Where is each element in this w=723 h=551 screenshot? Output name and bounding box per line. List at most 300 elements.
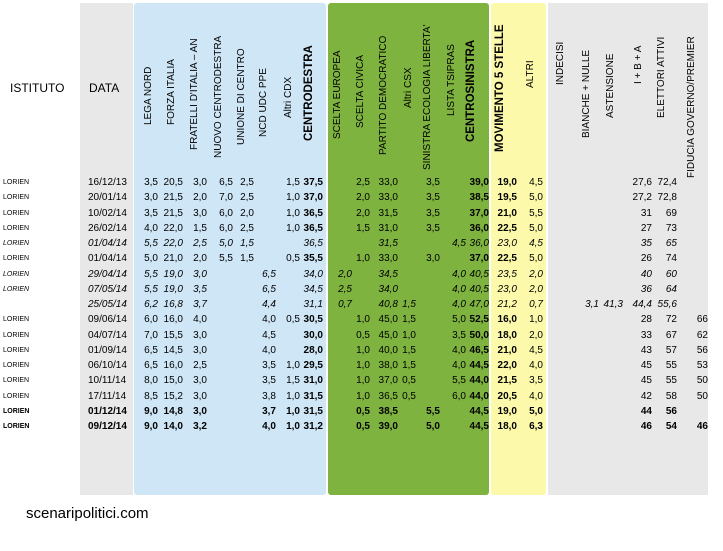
cell-altricsx: 0,5	[402, 375, 416, 387]
cell-pd: 36,5	[378, 390, 398, 402]
cell-ibA: 36	[640, 283, 652, 295]
cell-ibA: 26	[640, 253, 652, 265]
cell-ibA: 42	[640, 390, 652, 402]
cell-attivi: 56	[665, 405, 677, 417]
cell-csx: 37,0	[469, 207, 489, 219]
cell-csx: 44,0	[469, 375, 489, 387]
header-sc: SCELTA CIVICA	[355, 55, 366, 128]
header-altricdx: Altri CDX	[283, 76, 294, 118]
cell-istituto: LORIEN	[3, 392, 30, 400]
cell-fi: 14,0	[163, 421, 183, 432]
cell-fiducia: 56	[696, 344, 708, 356]
cell-pd: 45,0	[378, 329, 398, 341]
cell-pd: 33,0	[378, 192, 398, 204]
cell-m5s: 23,0	[497, 238, 517, 249]
cell-altri: 2,0	[529, 283, 543, 295]
cell-ncdudc: 4,4	[262, 299, 276, 310]
cell-istituto: LORIEN	[3, 285, 30, 293]
cell-ncdudc: 4,0	[262, 421, 276, 432]
cell-udc: 2,0	[240, 207, 254, 219]
cell-istituto: LORIEN	[3, 240, 30, 247]
cell-ibA: 46	[640, 421, 652, 432]
cell-istituto: LORIEN	[3, 362, 30, 369]
cell-ncdudc: 4,0	[262, 314, 276, 326]
cell-fdi: 3,7	[193, 299, 207, 310]
cell-altri: 4,0	[529, 390, 543, 402]
cell-tsipras: 4,0	[452, 360, 466, 371]
cell-attivi: 60	[665, 268, 677, 280]
cell-udc: 1,5	[240, 238, 254, 249]
cell-csx: 38,5	[469, 192, 489, 204]
header-se: SCELTA EUROPEA	[332, 50, 343, 139]
header-ibA: I + B + A	[633, 45, 644, 84]
cell-cdx: 28,0	[303, 344, 323, 356]
cell-astensione: 41,3	[603, 299, 623, 310]
cell-altri: 5,5	[529, 207, 543, 219]
cell-sc: 1,0	[356, 360, 370, 371]
cell-altricsx: 1,5	[402, 360, 416, 371]
cell-attivi: 69	[665, 207, 677, 219]
cell-cdx: 37,0	[303, 192, 323, 204]
header-ncdudc: NCD UDC PPE	[258, 68, 269, 137]
cell-sc: 1,5	[356, 222, 370, 234]
cell-altri: 0,7	[529, 299, 543, 310]
cell-m5s: 21,0	[497, 207, 517, 219]
header-attivi: ELETTORI ATTIVI	[656, 36, 667, 118]
cell-sel: 3,5	[426, 222, 440, 234]
cell-ln: 8,0	[144, 375, 158, 387]
cell-fi: 16,0	[163, 314, 183, 326]
cell-data: 01/04/14	[88, 238, 127, 249]
cell-fdi: 3,5	[193, 283, 207, 295]
cell-istituto: LORIEN	[3, 316, 30, 324]
cell-attivi: 57	[665, 344, 677, 356]
cell-pd: 33,0	[378, 253, 398, 265]
cell-ibA: 27,2	[632, 192, 652, 204]
cell-altri: 5,0	[529, 222, 543, 234]
cell-altri: 2,0	[529, 329, 543, 341]
cell-pd: 34,5	[378, 268, 398, 280]
cell-sc: 0,5	[356, 421, 370, 432]
cell-sc: 0,5	[356, 405, 370, 417]
cell-cdx: 34,0	[303, 268, 323, 280]
cell-cdx: 36,5	[303, 222, 323, 234]
cell-altri: 3,5	[529, 375, 543, 387]
cell-csx: 52,5	[469, 314, 489, 326]
cell-csx: 44,5	[469, 421, 489, 432]
cell-fdi: 3,2	[193, 421, 207, 432]
cell-m5s: 16,0	[497, 314, 517, 326]
cell-altri: 4,0	[529, 360, 543, 371]
cell-data: 07/05/14	[88, 283, 127, 295]
cell-istituto: LORIEN	[3, 377, 30, 385]
cell-ncdudc: 3,5	[262, 360, 276, 371]
cell-attivi: 54	[665, 421, 677, 432]
cell-pd: 34,0	[378, 283, 398, 295]
cell-attivi: 72,8	[657, 192, 677, 204]
cell-ln: 5,0	[144, 253, 158, 265]
cell-fiducia: 66	[696, 314, 708, 326]
cell-sc: 1,0	[356, 390, 370, 402]
cell-altri: 4,5	[529, 177, 543, 188]
cell-sc: 1,0	[356, 253, 370, 265]
cell-fi: 21,0	[163, 253, 183, 265]
cell-ln: 6,0	[144, 314, 158, 326]
cell-altricdx: 1,5	[286, 177, 300, 188]
cell-sel: 5,0	[426, 421, 440, 432]
cell-ln: 6,2	[144, 299, 158, 310]
cell-m5s: 20,5	[497, 390, 517, 402]
cell-csx: 50,0	[469, 329, 489, 341]
cell-fi: 21,5	[163, 207, 183, 219]
cell-istituto: LORIEN	[3, 194, 30, 202]
cell-se: 0,7	[338, 299, 352, 310]
cell-ibA: 40	[640, 268, 652, 280]
cell-m5s: 18,0	[497, 421, 517, 432]
cell-fdi: 3,0	[193, 344, 207, 356]
header-pd: PARTITO DEMOCRATICO	[378, 35, 389, 155]
header-csx: CENTROSINISTRA	[465, 39, 477, 142]
cell-data: 04/07/14	[88, 329, 127, 341]
cell-altricdx: 1,0	[286, 207, 300, 219]
cell-ibA: 44,4	[632, 299, 652, 310]
cell-ln: 8,5	[144, 390, 158, 402]
cell-fi: 14,5	[163, 344, 183, 356]
cell-fi: 14,8	[163, 405, 183, 417]
cell-cdx: 31,1	[303, 299, 323, 310]
cell-pd: 31,5	[378, 238, 398, 249]
cell-csx: 40,5	[469, 268, 489, 280]
cell-m5s: 21,5	[497, 375, 517, 387]
cell-cdx: 35,5	[303, 253, 323, 265]
cell-altricsx: 1,5	[402, 344, 416, 356]
cell-altri: 4,5	[529, 344, 543, 356]
cell-altri: 5,0	[529, 253, 543, 265]
cell-istituto: LORIEN	[3, 270, 30, 278]
cell-csx: 39,0	[469, 177, 489, 188]
header-fi: FORZA ITALIA	[166, 59, 177, 125]
header-udc: UNIONE DI CENTRO	[236, 48, 247, 145]
cell-attivi: 55,6	[657, 299, 677, 310]
header-ncd: NUOVO CENTRODESTRA	[213, 35, 224, 158]
cell-tsipras: 5,5	[452, 375, 466, 387]
cell-fdi: 4,0	[193, 314, 207, 326]
cell-m5s: 19,5	[497, 192, 517, 204]
cell-csx: 46,5	[469, 344, 489, 356]
cell-sc: 1,0	[356, 375, 370, 387]
cell-altri: 1,0	[529, 314, 543, 326]
cell-ncd: 7,0	[219, 192, 233, 204]
cell-cdx: 31,5	[303, 405, 323, 417]
cell-csx: 36,0	[469, 222, 489, 234]
cell-pd: 38,0	[378, 360, 398, 371]
cell-ncd: 6,5	[219, 177, 233, 188]
cell-istituto: LORIEN	[3, 224, 30, 232]
cell-fiducia: 46	[696, 421, 708, 432]
cell-data: 06/10/14	[88, 360, 127, 371]
cell-pd: 38,5	[378, 405, 398, 417]
cell-csx: 40,5	[469, 283, 489, 295]
cell-istituto: LORIEN	[3, 423, 30, 430]
cell-ln: 7,0	[144, 329, 158, 341]
header-fiducia: FIDUCIA GOVERNO/PREMIER	[686, 36, 697, 178]
cell-altricdx: 1,0	[286, 405, 300, 417]
cell-cdx: 31,0	[303, 375, 323, 387]
cell-udc: 2,5	[240, 177, 254, 188]
header-altricsx: Altri CSX	[403, 67, 414, 108]
cell-altricdx: 1,0	[286, 421, 300, 432]
cell-ln: 3,5	[144, 177, 158, 188]
cell-istituto: LORIEN	[3, 331, 30, 339]
footer-site: scenaripolitici.com	[26, 505, 149, 522]
cell-sc: 2,0	[356, 207, 370, 219]
cell-csx: 44,5	[469, 405, 489, 417]
cell-attivi: 72,4	[657, 177, 677, 188]
cell-ln: 5,5	[144, 268, 158, 280]
cell-cdx: 30,5	[303, 314, 323, 326]
cell-fdi: 3,0	[193, 268, 207, 280]
cell-ln: 3,5	[144, 207, 158, 219]
cell-data: 29/04/14	[88, 268, 127, 280]
cell-m5s: 21,0	[497, 344, 517, 356]
cell-ibA: 31	[640, 207, 652, 219]
cell-udc: 2,5	[240, 192, 254, 204]
cell-fdi: 3,0	[193, 177, 207, 188]
cell-istituto: LORIEN	[3, 255, 30, 263]
cell-tsipras: 5,0	[452, 314, 466, 326]
cell-data: 16/12/13	[88, 177, 127, 188]
cell-data: 01/09/14	[88, 344, 127, 356]
cell-ln: 5,5	[144, 283, 158, 295]
cell-se: 2,0	[338, 268, 352, 280]
cell-ncdudc: 6,5	[262, 283, 276, 295]
cell-data: 09/06/14	[88, 314, 127, 326]
cell-fiducia: 50	[696, 375, 708, 387]
cell-altri: 6,3	[529, 421, 543, 432]
cell-pd: 31,5	[378, 207, 398, 219]
cell-ln: 9,0	[144, 421, 158, 432]
cell-pd: 37,0	[378, 375, 398, 387]
cell-ibA: 28	[640, 314, 652, 326]
cell-ln: 4,0	[144, 222, 158, 234]
cell-attivi: 67	[665, 329, 677, 341]
header-sel: SINISTRA ECOLOGIA LIBERTA'	[422, 24, 433, 170]
cell-tsipras: 4,0	[452, 283, 466, 295]
cell-fdi: 2,5	[193, 238, 207, 249]
cell-m5s: 22,0	[497, 360, 517, 371]
cell-cdx: 34,5	[303, 283, 323, 295]
cell-ncdudc: 6,5	[262, 268, 276, 280]
cell-csx: 47,0	[469, 299, 489, 310]
cell-sc: 2,5	[356, 177, 370, 188]
cell-attivi: 55	[665, 375, 677, 387]
cell-data: 09/12/14	[88, 421, 127, 432]
cell-cdx: 31,5	[303, 390, 323, 402]
cell-ln: 6,5	[144, 360, 158, 371]
cell-ncd: 6,0	[219, 207, 233, 219]
cell-pd: 31,0	[378, 222, 398, 234]
header-cdx: CENTRODESTRA	[303, 45, 315, 141]
cell-attivi: 55	[665, 360, 677, 371]
cell-tsipras: 4,0	[452, 344, 466, 356]
cell-ncdudc: 3,7	[262, 405, 276, 417]
cell-pd: 39,0	[378, 421, 398, 432]
cell-altri: 4,5	[529, 238, 543, 249]
cell-altricsx: 1,5	[402, 314, 416, 326]
cell-ibA: 44	[640, 405, 652, 417]
cell-tsipras: 3,5	[452, 329, 466, 341]
cell-altricsx: 1,0	[402, 329, 416, 341]
cell-sel: 3,0	[426, 253, 440, 265]
cell-tsipras: 4,0	[452, 268, 466, 280]
header-fdi: FRATELLI D'ITALIA – AN	[189, 38, 200, 150]
cell-fiducia: 53	[696, 360, 708, 371]
cell-data: 10/02/14	[88, 207, 127, 219]
cell-attivi: 58	[665, 390, 677, 402]
cell-m5s: 22,5	[497, 222, 517, 234]
cell-cdx: 31,2	[303, 421, 323, 432]
cell-fi: 16,8	[163, 299, 183, 310]
cell-fi: 19,0	[163, 283, 183, 295]
header-bianche: BIANCHE + NULLE	[581, 49, 592, 138]
cell-pd: 40,8	[378, 299, 398, 310]
cell-altri: 5,0	[529, 405, 543, 417]
cell-fdi: 2,0	[193, 192, 207, 204]
cell-udc: 2,5	[240, 222, 254, 234]
cell-data: 17/11/14	[88, 390, 127, 402]
header-altri: ALTRI	[525, 60, 536, 88]
header-astensione: ASTENSIONE	[605, 53, 616, 118]
cell-fdi: 1,5	[193, 222, 207, 234]
cell-ncdudc: 3,5	[262, 375, 276, 387]
header-data: DATA	[89, 81, 120, 95]
cell-altri: 5,0	[529, 192, 543, 204]
cell-data: 20/01/14	[88, 192, 127, 204]
cell-pd: 45,0	[378, 314, 398, 326]
cell-fi: 22,0	[163, 238, 183, 249]
cell-attivi: 64	[665, 283, 677, 295]
cell-sel: 5,5	[426, 405, 440, 417]
cell-sc: 0,5	[356, 329, 370, 341]
cell-pd: 40,0	[378, 344, 398, 356]
cell-m5s: 19,0	[497, 405, 517, 417]
cell-ln: 9,0	[144, 405, 158, 417]
cell-attivi: 65	[665, 238, 677, 249]
cell-attivi: 73	[665, 222, 677, 234]
cell-altricdx: 1,0	[286, 360, 300, 371]
cell-se: 2,5	[338, 283, 352, 295]
cell-ibA: 27	[640, 222, 652, 234]
cell-ln: 3,0	[144, 192, 158, 204]
cell-altricdx: 0,5	[286, 314, 300, 326]
cell-istituto: LORIEN	[3, 346, 30, 354]
cell-fi: 22,0	[163, 222, 183, 234]
cell-fdi: 3,0	[193, 390, 207, 402]
cell-udc: 1,5	[240, 253, 254, 265]
header-tsipras: LISTA TSIPRAS	[446, 44, 457, 116]
cell-fiducia: 62	[696, 329, 708, 341]
cell-attivi: 74	[665, 253, 677, 265]
cell-altricdx: 1,5	[286, 375, 300, 387]
cell-ibA: 43	[640, 344, 652, 356]
cell-attivi: 72	[665, 314, 677, 326]
cell-ncd: 5,0	[219, 238, 233, 249]
cell-csx: 37,0	[469, 253, 489, 265]
cell-data: 01/12/14	[88, 405, 127, 417]
cell-m5s: 22,5	[497, 253, 517, 265]
cell-data: 25/05/14	[88, 299, 127, 310]
cell-fi: 21,5	[163, 192, 183, 204]
cell-ibA: 33	[640, 329, 652, 341]
cell-m5s: 18,0	[497, 329, 517, 341]
cell-cdx: 36,5	[303, 238, 323, 249]
cell-m5s: 19,0	[497, 177, 517, 188]
cell-data: 26/02/14	[88, 222, 127, 234]
cell-ncdudc: 4,5	[262, 329, 276, 341]
cell-sel: 3,5	[426, 177, 440, 188]
cell-data: 01/04/14	[88, 253, 127, 265]
cell-sc: 1,0	[356, 344, 370, 356]
header-ln: LEGA NORD	[143, 66, 154, 125]
header-istituto: ISTITUTO	[10, 81, 65, 95]
cell-fdi: 3,0	[193, 207, 207, 219]
cell-csx: 36,0	[469, 238, 489, 249]
cell-fi: 15,5	[163, 329, 183, 341]
cell-altricsx: 0,5	[402, 390, 416, 402]
cell-bianche: 3,1	[585, 299, 599, 310]
cell-csx: 44,5	[469, 360, 489, 371]
header-m5s: MOVIMENTO 5 STELLE	[494, 24, 506, 152]
cell-fdi: 2,5	[193, 360, 207, 371]
cell-fdi: 3,0	[193, 405, 207, 417]
cell-altricsx: 1,5	[402, 299, 416, 310]
cell-m5s: 21,2	[497, 299, 517, 310]
header-indecisi: INDECISI	[555, 41, 566, 85]
cell-fdi: 3,0	[193, 329, 207, 341]
cell-ibA: 27,6	[632, 177, 652, 188]
cell-istituto: LORIEN	[3, 209, 30, 217]
cell-altricdx: 1,0	[286, 222, 300, 234]
cell-sel: 3,5	[426, 192, 440, 204]
cell-m5s: 23,5	[497, 268, 517, 280]
cell-cdx: 30,0	[303, 329, 323, 341]
cell-pd: 33,0	[378, 177, 398, 188]
cell-m5s: 23,0	[497, 283, 517, 295]
cell-altricdx: 1,0	[286, 390, 300, 402]
cell-fdi: 3,0	[193, 375, 207, 387]
cell-fi: 16,0	[163, 360, 183, 371]
cell-altri: 2,0	[529, 268, 543, 280]
cell-sc: 2,0	[356, 192, 370, 204]
cell-ibA: 35	[640, 238, 652, 249]
cell-ncd: 6,0	[219, 222, 233, 234]
cell-ncd: 5,5	[219, 253, 233, 265]
cell-istituto: LORIEN	[3, 407, 30, 415]
cell-ln: 5,5	[144, 238, 158, 249]
cell-data: 10/11/14	[88, 375, 127, 387]
cell-fi: 15,0	[163, 375, 183, 387]
cell-csx: 44,0	[469, 390, 489, 402]
cell-cdx: 37,5	[303, 177, 323, 188]
cell-tsipras: 4,5	[452, 238, 466, 249]
cell-ibA: 45	[640, 360, 652, 371]
cell-fdi: 2,0	[193, 253, 207, 265]
cell-tsipras: 6,0	[452, 390, 466, 402]
cell-tsipras: 4,0	[452, 299, 466, 310]
cell-istituto: LORIEN	[3, 179, 30, 186]
cell-altricdx: 1,0	[286, 192, 300, 204]
cell-cdx: 36,5	[303, 207, 323, 219]
